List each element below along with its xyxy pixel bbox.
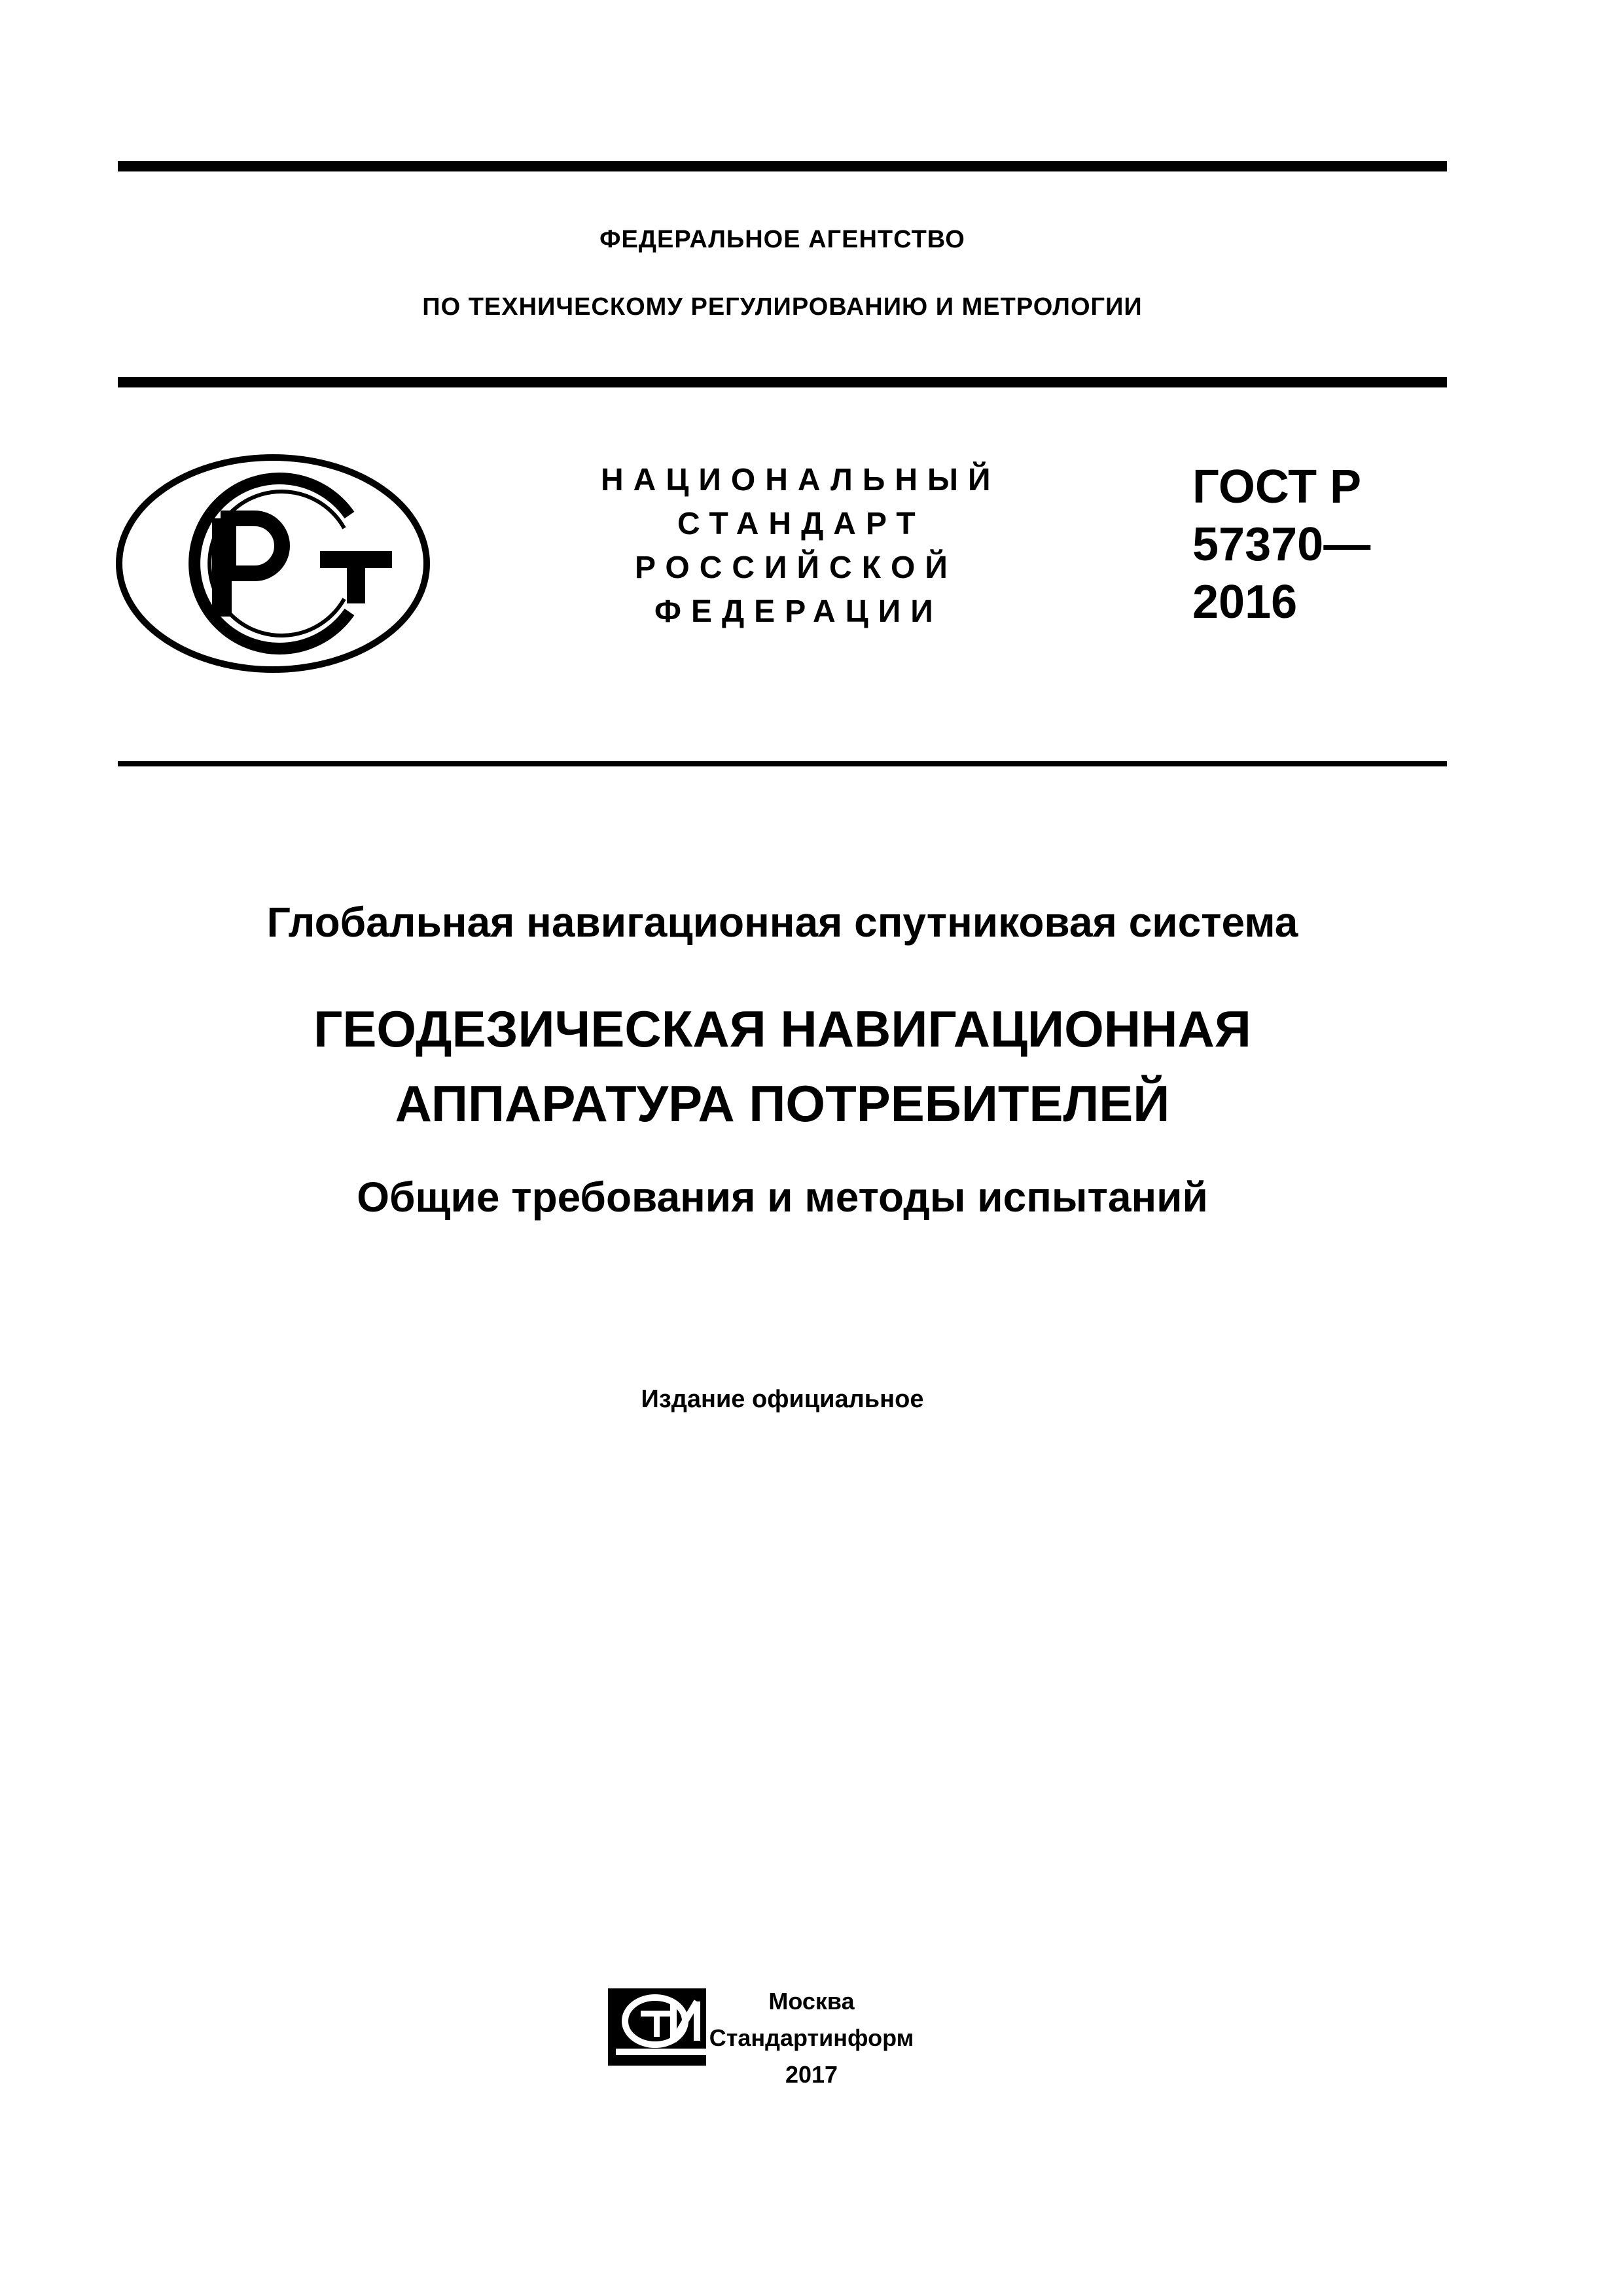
standartinform-logo-icon [608, 1988, 706, 2066]
middle-rule [118, 377, 1447, 387]
top-rule [118, 161, 1447, 171]
lower-rule [118, 761, 1447, 766]
main-title-line2: АППАРАТУРА ПОТРЕБИТЕЛЕЙ [395, 1075, 1170, 1132]
agency-name-line1: ФЕДЕРАЛЬНОЕ АГЕНТСТВО [599, 226, 965, 253]
subtitle: Общие требования и методы испытаний [357, 1174, 1208, 1221]
standard-designation [1192, 458, 1415, 631]
designation-line1: ГОСТ Р [1192, 461, 1362, 513]
designation-line3: 2016 [1192, 576, 1298, 628]
standard-type-line1: НАЦИОНАЛЬНЫЙ [601, 463, 1001, 497]
standard-type-block [576, 458, 1034, 634]
main-title [118, 992, 1447, 1141]
standard-type-line4: ФЕДЕРАЦИИ [654, 594, 943, 629]
designation-line2: 57370— [1192, 518, 1371, 571]
main-title-line1: ГЕОДЕЗИЧЕСКАЯ НАВИГАЦИОННАЯ [313, 1000, 1251, 1058]
publisher-imprint [707, 1983, 916, 2093]
agency-name-line2: ПО ТЕХНИЧЕСКОМУ РЕГУЛИРОВАНИЮ И МЕТРОЛОГИИ [422, 293, 1143, 321]
system-title: Глобальная навигационная спутниковая система [266, 899, 1298, 946]
publisher-city: Москва [768, 1988, 855, 2015]
standard-type-line2: СТАНДАРТ [677, 507, 925, 541]
publisher-year: 2017 [785, 2061, 838, 2088]
standard-type-line3: РОССИЙСКОЙ [635, 550, 957, 585]
rst-emblem-icon [114, 453, 432, 674]
edition-label: Издание официальное [641, 1386, 924, 1413]
publisher-name: Стандартинформ [709, 2024, 914, 2051]
